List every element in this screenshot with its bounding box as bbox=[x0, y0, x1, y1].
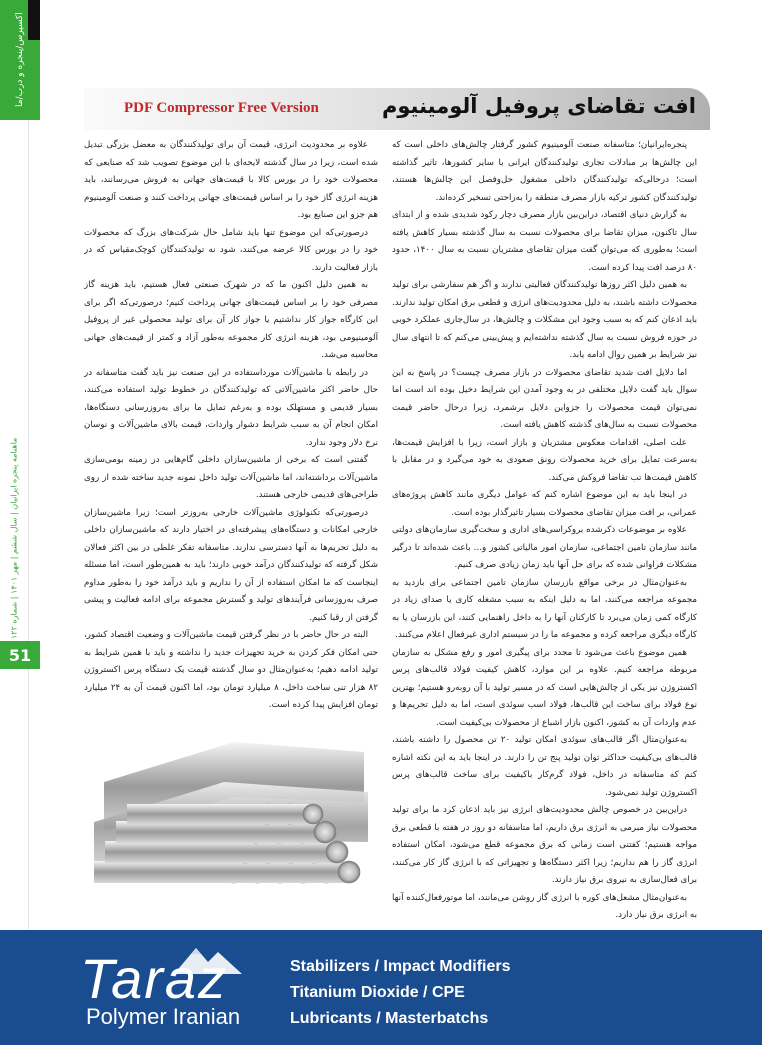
page-number: 51 bbox=[0, 641, 40, 669]
article-column-left bbox=[84, 137, 378, 717]
article-paragraph: دراین‌بین در خصوص چالش محدودیت‌های انرژی نیز باید اذعان کرد ما برای تولید محصولات نیاز مبرمی به انرژی برق داریم، اما متاسفانه دو روز در هفته با قطعی برق مواجه هستیم؛ کفتنی است زمانی که برق مجموعه قطع می‌شود، امکان استفاده انرژی گاز را هم نداریم؛ زیرا اکثر دستگاه‌ها و تجهیزاتی که با انرژی گاز کار می‌کنند، برای فعال‌سازی به نیروی برق نیاز دارند. bbox=[392, 805, 697, 885]
article-paragraph: به‌عنوان‌مثال در برخی مواقع بازرسان سازمان تامین اجتماعی برای بازدید به مجموعه مراجعه می‌کنند، اما به دلیل اینکه به سبب مشغله کاری یا صدای زیاد در کارگاه کمی زمان می‌برد تا کارکنان آنها را به داخل راهنمایی کنند، این بازرسان یا به کارگاه دیگری مراجعه کرده و مجموعه ما را در سیستم اداری غیرفعال اعلام می‌کنند. bbox=[392, 577, 697, 640]
article-paragraph: در رابطه با ماشین‌آلات مورداستفاده در این صنعت نیز باید گفت متاسفانه در حال حاضر اکثر ماشین‌آلاتی که تولیدکنندگان در خطوط تولید استفاده می‌کنند، بسیار قدیمی و مستهلک بوده و به‌رغم تمایل ما برای به‌روزرسانی دستگاه‌ها، امکان انجام آن به سبب شرایط دشوار واردات، قیمت بالای ماشین‌آلات و نوسان نرخ دلار وجود ندارد. bbox=[84, 367, 378, 448]
article-paragraph: درصورتی‌که تکنولوژی ماشین‌آلات خارجی به‌روزتر است؛ زیرا ماشین‌سازان خارجی امکانات و دستگاه‌های پیشرفته‌ای در اختیار دارند که ماشین‌سازان داخلی به دلیل تحریم‌ها به آنها دسترسی ندارند. متاسفانه تفکر غلطی در بین اکثر فعالان شکل گرفته که تولیدکنندگان درآمد خوبی دارند؛ باید به همین‌طور است، اما مسئله اینجاست که ما امکان استفاده از آن را نداریم و باید درآمد خود را به‌طور مداوم صرف به‌روزسانی فرآیندهای تولید و گسترش مجموعه برای ادامه فعالیت و پیشی گرفتن از رقبا کنیم. bbox=[84, 507, 378, 623]
round-bars-stack bbox=[94, 804, 360, 883]
article-paragraph: به‌عنوان‌مثال اگر قالب‌های سوئدی امکان تولید ۲۰ تن محصول را داشته باشند، قالب‌های بی‌کیفیت حداکثر توان تولید پنج تن را دارند. در اینجا باید به این نکته اشاره کنم که متاسفانه در داخل، فولاد گرم‌کار باکیفیت برای ساخت قالب‌های پرس اکستروژن تولید نمی‌شود. bbox=[392, 735, 697, 798]
article-paragraph: به همین دلیل اکنون ما که در شهرک صنعتی فعال هستیم، باید هزینه گاز مصرفی خود را بر اساس قیمت‌های جهانی پرداخت کنیم؛ درصورتی‌که اگر برای این کارگاه جواز کار نداشتیم یا جواز کار آن برای تولید محصولی غیر از پروفیل آلومینیومی بود، هزینه انرژی کار مجموعه به‌طور آزاد و کمتر از قیمت‌های جهانی محاسبه می‌شد. bbox=[84, 280, 378, 360]
rod-end bbox=[338, 861, 360, 883]
article-column-right bbox=[392, 137, 697, 927]
publication-info: ماهنامه پنجره ایرانیان | سال ششم | مهر ۱۴۰۱ | شماره ۱۲۲ bbox=[9, 437, 19, 639]
aluminium-profiles-photo bbox=[84, 722, 378, 920]
brand-subtitle: Polymer Iranian bbox=[86, 1004, 241, 1029]
article-paragraph: گفتنی است که برخی از ماشین‌سازان داخلی گام‌هایی در زمینه بومی‌سازی ماشین‌آلات برداشته‌اند، اما ماشین‌آلات تولید داخل نمونه جدید ساخته شده از روی طراحی‌های قدیمی خارجی هستند. bbox=[84, 455, 378, 500]
watermark-text: PDF Compressor Free Version bbox=[124, 100, 319, 116]
article-paragraph: اما دلایل افت شدید تقاضای محصولات در بازار مصرف چیست؟ در پاسخ به این سوال باید گفت دلایل مختلفی در به وجود آمدن این شرایط دخیل بوده اند است اما نمی‌توان قیمت محصولات را جزواین دلایل برشمرد، زیرا درحال حاضر قیمت محصولات نسبت به سال‌های گذشته کاهش یافته است. bbox=[392, 367, 697, 430]
article-paragraph: در اینجا باید به این موضوع اشاره کنم که عوامل دیگری مانند کاهش پروژه‌های عمرانی، بر افت میزان تقاضای محصولات بسیار تاثیرگذار بوده است. bbox=[392, 490, 697, 518]
article-paragraph: به گزارش دنیای اقتصاد، دراین‌بین بازار مصرف دچار رکود شدیدی شده و از ابتدای سال تاکنون، میزان تقاضا برای محصولات نسبت به سال گذشته بسیار کاهش یافته است؛ به‌طوری که می‌توان گفت میزان تقاضای مشتریان نسبت به سال ۱۴۰۰، حدود ۸۰ درصد افت پیدا کرده است. bbox=[392, 210, 697, 273]
article-paragraph: درصورتی‌که این موضوع تنها باید شامل حال شرکت‌های بزرگ که محصولات خود را در بورس کالا عرضه می‌کنند، شود نه تولیدکنندگان کوچک‌مقیاس که در بازار فعالیت دارند. bbox=[84, 227, 378, 273]
product-line-2: Titanium Dioxide / CPE bbox=[290, 984, 465, 1001]
article-title: افت تقاضای پروفیل آلومینیوم bbox=[381, 94, 696, 118]
article-paragraph: همین موضوع باعث می‌شود تا مجدد برای پیگیری امور و رفع مشکل به سازمان مربوطه مراجعه کنیم. علاوه بر این موارد، کاهش کیفیت فولاد قالب‌های پرس اکستروژن نیز یکی از چالش‌هایی است که در مسیر تولید با آن روبه‌رو هستیم؛ بهترین نوع فولاد برای ساخت این قالب‌ها، فولاد اسب سوئدی است، اما به دلیل تحریم‌ها و عدم واردات آن به کشور، اکنون بازار اشباع از محصولات بی‌کیفیت است. bbox=[392, 647, 697, 728]
article-paragraph: علت اصلی، اقدامات معکوس مشتریان و بازار است، زیرا با افزایش قیمت‌ها، به‌سرعت تمایل برای خرید محصولات رونق صعودی به خود می‌گیرد و در مقابل با کاهش قیمت‌ها تب تقاضا فروکش می‌کند. bbox=[392, 437, 697, 483]
article-paragraph: البته در حال حاضر با در نظر گرفتن قیمت ماشین‌آلات و وضعیت اقتصاد کشور، حتی امکان فکر کردن به خرید تجهیزات جدید را نداشته و باید با همین شرایط به تولید ادامه دهیم؛ به‌عنوان‌مثال دو سال گذشته قیمت یک دستگاه پرس اکستروژن ۸۲ هزار تنی ساخت داخل، ۸ میلیارد تومان بود، اما اکنون قیمت آن به ۲۴ میلیارد تومان افزایش پیدا کرده است. bbox=[84, 630, 378, 710]
section-tab-label: اکسپرس/پنجره و درب/ما bbox=[15, 12, 25, 108]
article-paragraph: به همین دلیل اکثر روزها تولیدکنندگان فعالیتی ندارند و اگر هم سفارشی برای تولید محصولات داشته باشند، به دلیل محدودیت‌های انرژی و قطعی برق امکان تولید ندارند. باید اذعان کنم که به سبب وجود این مشکلات و چالش‌ها، در سال‌جاری عملکرد خوبی در حوزه فروش نسبت به سال گذشته نداشته‌ایم و پیش‌بینی می‌کنم که تا انتهای سال نیز شرایط بر همین روال ادامه یابد. bbox=[392, 280, 697, 360]
product-line-3: Lubricants / Masterbatchs bbox=[290, 1010, 489, 1027]
title-bar bbox=[84, 88, 710, 130]
brand-logo: Taraz bbox=[80, 947, 229, 1010]
tab-marker bbox=[28, 0, 40, 40]
article-paragraph: علاوه بر موضوعات ذکرشده بروکراسی‌های اداری و سخت‌گیری سازمان‌های دولتی مانند سازمان تامین اجتماعی، سازمان امور مالیاتی کشور و... باعث شده‌اند تا درگیر مشکلات فراوانی شده که برای حل آنها باید زمان زیادی صرف کنیم. bbox=[392, 525, 697, 570]
article-paragraph: علاوه بر محدودیت انرژی، قیمت آن برای تولیدکنندگان به معضل بزرگی تبدیل شده است، زیرا در سال گذشته لایحه‌ای با این موضوع تصویب شد که صنایعی که محصولات خود را در بورس کالا با قیمت‌های جهانی به فروش می‌رسانند، باید هزینه انرژی گاز خود را بر اساس قیمت‌های جهانی پرداخت کنند و صنعت آلومینیوم هم جزو این صنایع بود. bbox=[84, 140, 378, 220]
rod-end bbox=[314, 821, 336, 843]
product-line-1: Stabilizers / Impact Modifiers bbox=[290, 958, 511, 975]
article-paragraph: به‌عنوان‌مثال مشعل‌های کوره با انرژی گاز روشن می‌مانند، اما موتورفعال‌کننده آنها به انرژی برق نیاز دارد. bbox=[392, 892, 697, 920]
rod-end bbox=[303, 804, 323, 824]
rod-end bbox=[326, 841, 348, 863]
article-paragraph: پنجره‌ایرانیان؛ متاسفانه صنعت آلومینیوم کشور گرفتار چالش‌های داخلی است که این چالش‌ها بر مبادلات تجاری تولیدکنندگان ایرانی با سایر کشورها، تاثیر گذاشته است؛ درحالی‌که تولیدکنندگان داخلی مشغول حل‌وفصل این چالش‌ها هستند، تولیدکنندگان کشور ترکیه بازار مصرف منطقه را به‌راحتی تسخیر کرده‌اند. bbox=[392, 140, 697, 203]
